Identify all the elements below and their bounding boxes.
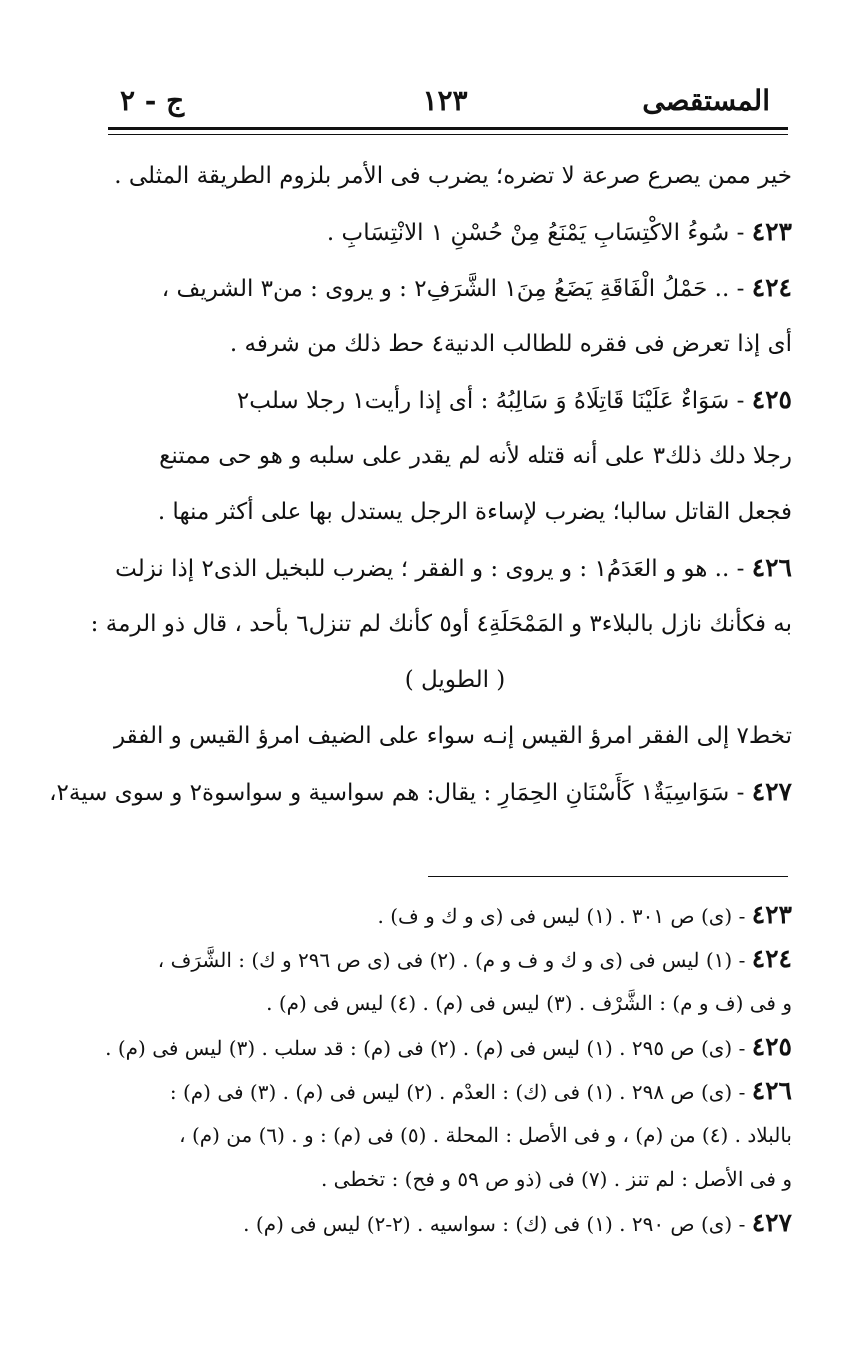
footnote-line — [118, 1069, 792, 1113]
line-text: فجعل القاتل سالبا؛ يضرب لإساءة الرجل يستدل بها على أكثر منها . — [157, 499, 792, 525]
text-line — [113, 708, 792, 764]
line-text: - (ى) ص ٢٩٨ . (١) فى (ك) : العدْم . (٢) ليس فى (م) . (٣) فى (م) : — [169, 1080, 752, 1104]
line-text: و فى الأصل : لم تنز . (٧) فى (ذو ص ٥٩ و فح) : تخطى . — [320, 1167, 792, 1191]
line-text: تخط٧ إلى الفقر امرؤ القيس إنـه سواء على الضيف امرؤ القيس و الفقر — [113, 723, 792, 749]
header-rule-thin — [108, 134, 788, 135]
line-text: رجلا دلك ذلك٣ على أنه قتله لأنه لم يقدر على سلبه و هو حى ممتنع — [159, 443, 792, 469]
footnote-separator — [428, 876, 788, 877]
footnote-line — [118, 893, 792, 937]
line-text: - (ى) ص ٢٩٥ . (١) ليس فى (م) . (٢) فى (م) : قد سلب . (٣) ليس فى (م) . — [105, 1036, 752, 1060]
text-line — [115, 540, 792, 596]
entry-number: ٤٢٤ — [751, 273, 792, 302]
text-line — [114, 148, 792, 204]
line-text: - .. حَمْلُ الْفَاقَةِ يَضَعُ مِنَ١ الشَّرَفِ٢ : و يروى : من٣ الشريف ، — [161, 276, 752, 302]
line-text: بالبلاد . (٤) من (م) ، و فى الأصل : المحلة . (٥) فى (م) : و . (٦) من (م) ، — [179, 1123, 792, 1147]
line-text: أى إذا تعرض فى فقره للطالب الدنية٤ حط ذلك من شرفه . — [229, 331, 792, 357]
line-text: - سَوَاءٌ عَلَيْنَا قَاتِلَاهُ وَ سَالِبُهُ : أى إذا رأيت١ رجلا سلب٢ — [236, 388, 752, 414]
entry-number: ٤٢٦ — [751, 1076, 792, 1105]
line-text: - (ى) ص ٣٠١ . (١) ليس فى (ى و ك و ف) . — [377, 904, 752, 928]
text-line — [118, 372, 792, 428]
entry-number: ٤٢٣ — [751, 900, 792, 929]
footnote-line — [105, 1025, 792, 1069]
text-line — [118, 316, 792, 372]
page-header — [120, 84, 770, 124]
main-text — [49, 148, 792, 820]
footnote-line — [118, 1157, 792, 1201]
line-text: ( الطويل ) — [404, 667, 506, 693]
entry-number: ٤٢٤ — [751, 944, 792, 973]
line-text: - سُوءُ الاكْتِسَابِ يَمْنَعُ مِنْ حُسْنِ ١ الانْتِسَابِ . — [326, 220, 752, 246]
line-text: - .. هو و العَدَمُ١ : و يروى : و الفقر ؛ يضرب للبخيل الذى٢ إذا نزلت — [115, 556, 752, 582]
header-rule-thick — [108, 127, 788, 130]
line-text: - (ى) ص ٢٩٠ . (١) فى (ك) : سواسيه . (٢-٢) ليس فى (م) . — [243, 1212, 752, 1236]
line-text: و فى (ف و م) : الشَّرْف . (٣) ليس فى (م) . (٤) ليس فى (م) . — [266, 991, 792, 1015]
entry-number: ٤٢٥ — [751, 1032, 792, 1061]
text-line — [118, 484, 792, 540]
text-line — [90, 596, 792, 652]
line-text: خير ممن يصرع صرعة لا تضره؛ يضرب فى الأمر بلزوم الطريقة المثلى . — [114, 163, 792, 189]
text-line — [118, 260, 792, 316]
line-text: - (١) ليس فى (ى و ك و ف و م) . (٢) فى (ى ص ٢٩٦ و ك) : الشَّرَف ، — [157, 948, 752, 972]
entry-number: ٤٢٣ — [751, 217, 792, 246]
text-line — [118, 652, 792, 708]
footnote-line — [118, 981, 792, 1025]
text-line — [118, 204, 792, 260]
footnotes — [105, 893, 792, 1245]
entry-number: ٤٢٥ — [751, 385, 792, 414]
entry-number: ٤٢٧ — [751, 777, 792, 806]
volume-label: ج - ٢ — [120, 84, 185, 117]
entry-number: ٤٢٧ — [751, 1208, 792, 1237]
page-number: ١٢٣ — [422, 84, 468, 117]
entry-number: ٤٢٦ — [751, 553, 792, 582]
text-line — [49, 764, 792, 820]
footnote-line — [118, 937, 792, 981]
line-text: - سَوَاسِيَةٌ١ كَأَسْنَانِ الحِمَارِ : يقال: هم سواسية و سواسوة٢ و سوى سية٢، — [49, 780, 752, 806]
footnote-line — [118, 1113, 792, 1157]
running-title: المستقصى — [642, 84, 770, 117]
text-line — [118, 428, 792, 484]
footnote-line — [118, 1201, 792, 1245]
line-text: به فكأنك نازل بالبلاء٣ و المَمْحَلَةِ٤ أو٥ كأنك لم تنزل٦ بأحد ، قال ذو الرمة : — [90, 611, 792, 637]
